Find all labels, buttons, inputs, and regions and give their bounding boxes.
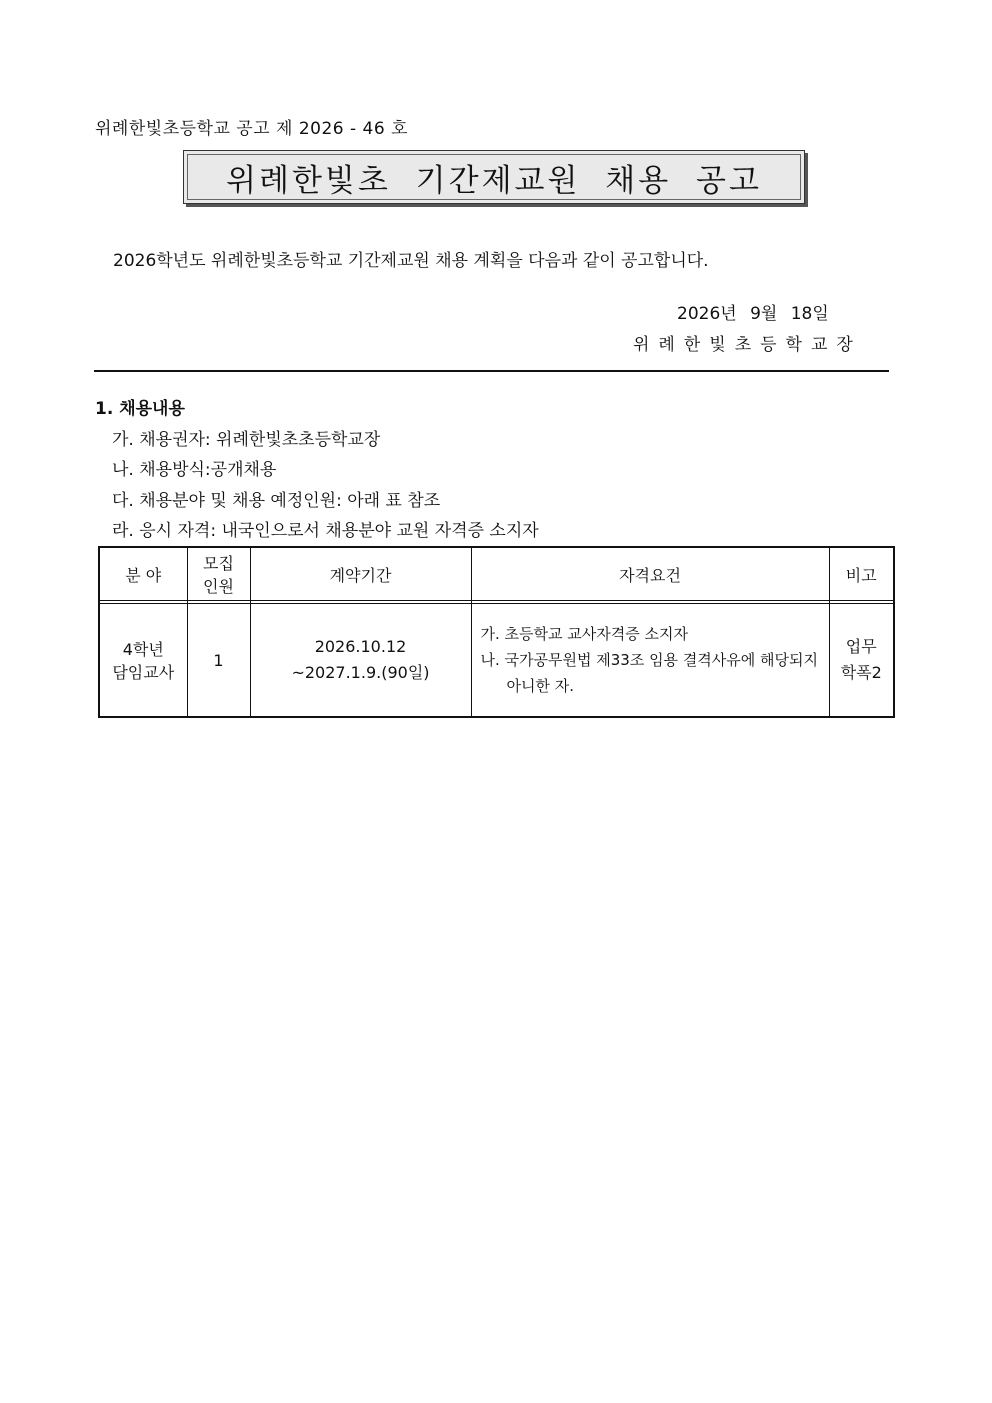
section-item: 다. 채용분야 및 채용 예정인원: 아래 표 참조 [112,491,441,511]
header-requirements: 자격요건 [471,547,829,601]
period-line2: ~2027.1.9.(90일) [291,663,430,682]
cell-period [250,604,471,718]
header-count [187,547,250,601]
title-box [183,150,805,204]
notice-number: 위례한빛초등학교 공고 제 2026 - 46 호 [95,119,409,139]
requirement-2-continued: 아니한 자. [506,677,574,695]
cell-note [829,604,894,718]
period-line1: 2026.10.12 [314,637,407,656]
section-item: 나. 채용방식:공개채용 [112,460,277,480]
header-count-line1: 모집 [203,554,234,573]
note-line1: 업무 [845,637,877,656]
recruitment-table [98,546,895,718]
page-title: 위례한빛초 기간제교원 채용 공고 [226,162,762,199]
intro-text: 2026학년도 위례한빛초등학교 기간제교원 채용 계획을 다음과 같이 공고합니다. [113,251,709,271]
requirement-2: 나. 국가공무원법 제33조 임용 결격사유에 해당되지 [480,651,818,669]
field-line2: 담임교사 [112,663,175,682]
table-header-row [99,547,894,601]
divider-rule [94,370,889,372]
cell-requirements [471,604,829,718]
section-item: 라. 응시 자격: 내국인으로서 채용분야 교원 자격증 소지자 [112,521,539,541]
notice-date: 2026년 9월 18일 [677,304,829,324]
section-heading: 1. 채용내용 [95,399,185,419]
note-line2: 학폭2 [840,663,882,682]
header-note: 비고 [829,547,894,601]
header-period: 계약기간 [250,547,471,601]
section-item: 가. 채용권자: 위례한빛초초등학교장 [112,430,381,450]
cell-field [99,604,187,718]
header-field: 분 야 [99,547,187,601]
field-line1: 4학년 [122,640,164,659]
cell-count: 1 [187,604,250,718]
requirement-1: 가. 초등학교 교사자격증 소지자 [480,625,688,643]
table-row [99,604,894,718]
header-count-line2: 인원 [203,577,234,596]
sender-name: 위례한빛초등학교장 [633,335,862,355]
